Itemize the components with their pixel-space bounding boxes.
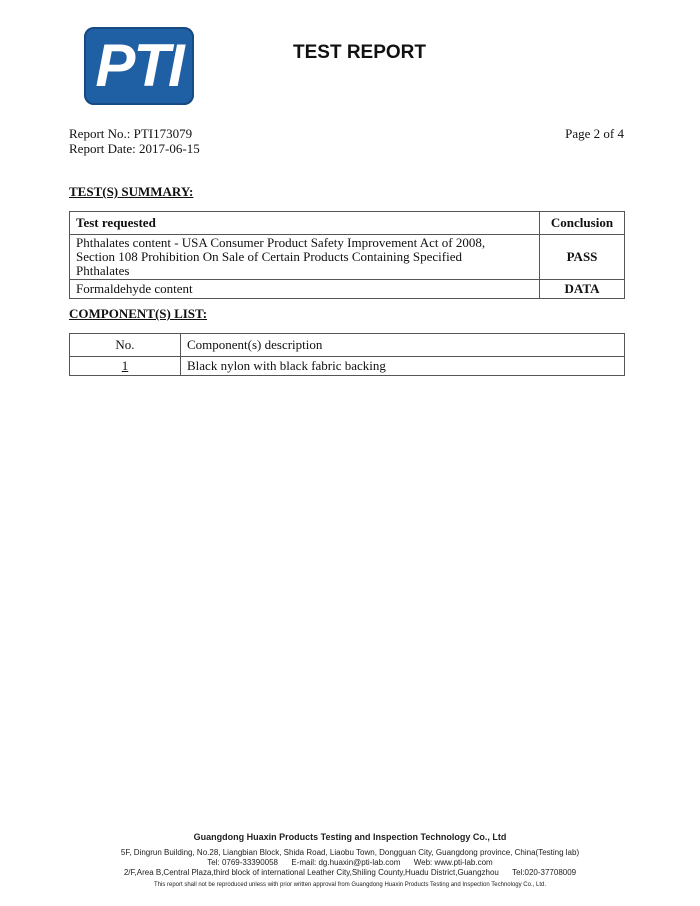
component-no[interactable] (70, 357, 181, 376)
test-cell: Phthalates content - USA Consumer Product Safety Improvement Act of 2008, Section 108 Prohibition On Sale of Certain Products Containing Specified Phthalates (70, 235, 540, 280)
col-test-requested: Test requested (70, 212, 540, 235)
footer-company: Guangdong Huaxin Products Testing and Inspection Technology Co., Ltd (193, 832, 507, 842)
component-no-link[interactable]: 1 (121, 358, 129, 373)
footer-address-2: 2/F,Area B,Central Plaza,third block of international Leather City,Shiling County,Huadu District,Guangzhou Tel:020-37708009 (123, 868, 577, 877)
components-heading: COMPONENT(S) LIST: (69, 306, 208, 321)
summary-header-row (70, 212, 625, 235)
summary-heading: TEST(S) SUMMARY: (69, 184, 194, 199)
conclusion-cell: PASS (540, 235, 625, 280)
summary-table (69, 211, 625, 299)
conclusion-cell: DATA (540, 280, 625, 299)
report-date: Report Date: 2017-06-15 (69, 141, 200, 156)
col-no: No. (70, 334, 181, 357)
report-number: Report No.: PTI173079 (69, 126, 193, 141)
table-row (70, 357, 625, 376)
test-cell: Formaldehyde content (70, 280, 540, 299)
page-number: Page 2 of 4 (565, 126, 624, 141)
logo-text: PTI (95, 32, 183, 99)
footer-address-1: 5F, Dingrun Building, No.28, Liangbian Block, Shida Road, Liaobu Town, Dongguan City, Guangdong province, China(Testing lab) (120, 848, 580, 857)
footer-contact: Tel: 0769-33390058 E-mail: dg.huaxin@pti-lab.com Web: www.pti-lab.com (207, 858, 493, 867)
col-conclusion: Conclusion (540, 212, 625, 235)
col-description: Component(s) description (181, 334, 625, 357)
table-row (70, 235, 625, 280)
components-header-row (70, 334, 625, 357)
component-desc: Black nylon with black fabric backing (181, 357, 625, 376)
table-row (70, 280, 625, 299)
pti-logo (84, 27, 194, 105)
page-title: TEST REPORT (293, 42, 427, 63)
components-table (69, 333, 625, 376)
footer-note: This report shall not be reproduced unless with prior written approval from Guangdong Huaxin Products Testing and Inspection Technology Co., Ltd. (153, 882, 546, 888)
